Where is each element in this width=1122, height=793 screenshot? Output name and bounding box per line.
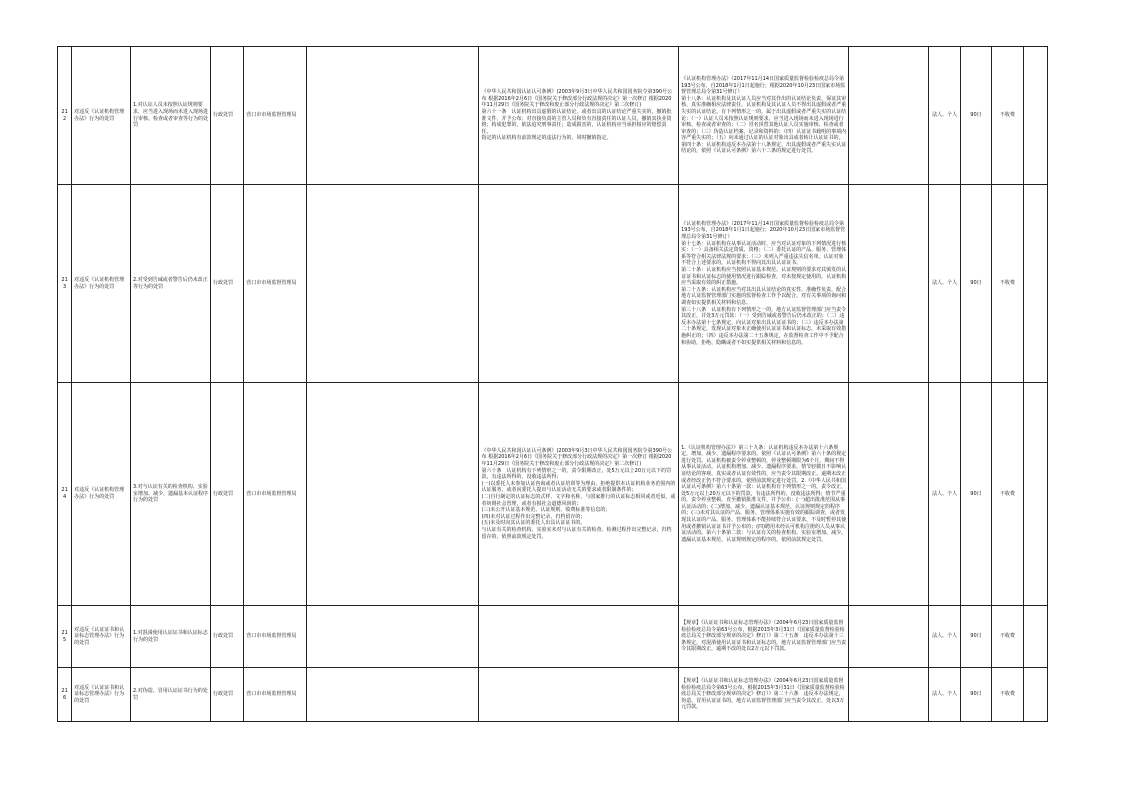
legal-basis-2: [679, 668, 849, 722]
applicable-scope-text: 法人、个人: [932, 633, 958, 640]
deadline-text: 90日: [970, 633, 982, 640]
department-text: 营口市市场监督管理局: [246, 633, 297, 640]
row-number: [58, 606, 72, 668]
sub-item-name-text: 1.对认证人员未按照认证规则要求，应当进入现场而未进入现场进行审核、检查或者审查等行为的处罚: [132, 102, 208, 129]
legal-basis-1-text: 《中华人民共和国认证认可条例》(2003年9月3日中华人民共和国国务院令第390号公布 根据2016年2月6日《国务院关于修改部分行政法规的决定》第一次修订 根据2020年11月29日《国务院关于修改和废止部分行政法规的决定》第二次修订) 第六十条 认证机构有下列情形之一的，责令限期改正，处5万元以上20万元以下的罚款，有违法所得的，没收违法所得； (一)以委托人未参加认证咨询或者认证培训等为理由，拒绝提供本认证机构业务范围内的认证服务，或者向委托人提出与认证活动无关的要求或者限制条件的； (二)自行制定的认证标志的式样、文字和名称，与国家推行的认证标志相同或者近似，或者妨碍社会管理，或者有损社会道德风尚的； (三)未公开认证基本规范、认证规则、收费标准等信息的； (四)未对认证过程作出完整记录，归档留存的； (五)未及时向其认证的委托人出具认证证书的。 与认证有关的检查机构、实验室未对与认证有关的检查、检测过程作出完整记录，归档留存的，依照前款规定处罚。: [481, 447, 676, 540]
legal-basis-1: [479, 606, 679, 668]
empty-cell: [1023, 668, 1047, 722]
legal-basis-2-text: 《认证机构管理办法》（2017年11月14日国家质量监督检验检疫总局令第193号公布，自2018年1月1日起施行；2020年10月23日国家市场监督管理总局令第31号修订） 第十七条：认证机构在从事认证活动时，应当对认证对象的下列情况进行核实：（一）具备相关法定资质、资格；（二）委托认证的产品、服务、管理体系等符合相关法律法规的要求；（三）未列入严重违法失信名单。认证对象不符合上述要求的，认证机构不得向其出具认证证书。 第二十条：认证机构应当按照认证基本规范、认证规则的要求对其颁发的认证证书和认证标志的使用情况进行跟踪检查，对未按规定使用的，认证机构应当采取有效的纠正措施。 第二十五条：认证机构应当对其出具认证结论的真实性、准确性负责，配合地方认证监督管理部门实施的监督检查工作予以配合，对有关事项的询问和调查如实提供相关材料和信息。 第三十八条 认证机构有下列情形之一的，地方认证监督管理部门应当责令其改正，并处3万元罚款：（一）受到告诫或者警告后仍未改正的；（二）违反本办法第十七条规定，向认证对象出具认证证书的；（三）违反本办法第二十条规定，发现认证对象未正确使用认证证书和认证标志，未采取有效措施纠正的；（四）违反本办法第二十五条规定，在监督检查工作中不予配合和协助，拒绝、隐瞒或者不如实提供相关材料和信息的。: [681, 220, 847, 346]
item-type-text: 行政处罚: [212, 490, 233, 497]
item-type-text: 行政处罚: [212, 691, 233, 698]
legal-basis-1: [479, 383, 679, 606]
fee: [992, 383, 1023, 606]
item-type-text: 行政处罚: [212, 112, 233, 119]
row-number: [58, 47, 72, 185]
deadline: [960, 185, 991, 383]
deadline-text: 90日: [970, 691, 982, 698]
department-text: 营口市市场监督管理局: [246, 280, 297, 287]
department: [244, 606, 307, 668]
applicable-scope: [929, 668, 960, 722]
deadline-text: 90日: [970, 490, 982, 497]
row-number: [58, 383, 72, 606]
applicable-scope: [929, 606, 960, 668]
department: [244, 185, 307, 383]
sub-item-name-text: 3.对与认证有关的检查机构、实验室增加、减少、遗漏基本认证程序行为的处罚: [132, 484, 208, 504]
row-number: [58, 185, 72, 383]
item-name: [72, 47, 131, 185]
applicable-scope: [929, 383, 960, 606]
empty-cell: [849, 383, 929, 606]
fee: [992, 668, 1023, 722]
department-text: 营口市市场监督管理局: [246, 490, 297, 497]
legal-basis-2-text: 【规章】《认证证书和认证标志管理办法》（2004年6月23日国家质量监督检验检疫总局令第63号公布，根据2015年3月31日《国家质量监督检验检疫总局关于修改部分规章的决定》修订）》第二十五条 违反本办法第十三条规定，对混淆使用认证证书和认证标志的，地方认证监督管理部门应当责令其限期改正，逾期不改的处以2万元以下罚款。: [681, 620, 847, 653]
deadline: [960, 383, 991, 606]
item-name-text: 对违反《认证机构管理办法》行为的处罚: [74, 108, 125, 122]
item-type-text: 行政处罚: [212, 633, 233, 640]
department: [244, 383, 307, 606]
legal-basis-2: [679, 185, 849, 383]
empty-cell: [307, 47, 479, 185]
empty-cell: [307, 606, 479, 668]
row-number-text: 212: [61, 108, 68, 122]
row-number-text: 215: [61, 629, 68, 643]
table-row: [58, 383, 1048, 606]
department: [244, 47, 307, 185]
applicable-scope: [929, 185, 960, 383]
sub-item-name: [130, 668, 210, 722]
department-text: 营口市市场监督管理局: [246, 691, 297, 698]
item-type: [210, 185, 243, 383]
legal-basis-1: [479, 47, 679, 185]
legal-basis-2: [679, 383, 849, 606]
legal-basis-1: [479, 668, 679, 722]
row-number-text: 216: [61, 687, 68, 701]
item-name-text: 对违反《认证机构管理办法》行为的处罚: [74, 276, 125, 290]
fee-text: 不收费: [999, 691, 1015, 698]
item-name: [72, 606, 131, 668]
sub-item-name: [130, 47, 210, 185]
table-row: [58, 668, 1048, 722]
empty-cell: [307, 668, 479, 722]
empty-cell: [1023, 185, 1047, 383]
item-type: [210, 606, 243, 668]
empty-cell: [1023, 606, 1047, 668]
empty-cell: [1023, 383, 1047, 606]
item-name-text: 对违反《认证证书和认证标志管理办法》行为的处罚: [74, 684, 125, 704]
empty-cell: [849, 185, 929, 383]
sub-item-name-text: 1.对混淆使用认证证书和认证标志行为的处罚: [132, 629, 208, 643]
item-type: [210, 47, 243, 185]
item-type-text: 行政处罚: [212, 280, 233, 287]
sub-item-name-text: 2.对受到告诫或者警告后仍未改正等行为的处罚: [132, 276, 208, 290]
empty-cell: [307, 185, 479, 383]
item-type: [210, 668, 243, 722]
legal-basis-2: [679, 47, 849, 185]
row-number-text: 214: [61, 487, 68, 500]
row-number: [58, 668, 72, 722]
deadline: [960, 47, 991, 185]
fee: [992, 185, 1023, 383]
applicable-scope-text: 法人、个人: [932, 112, 958, 119]
deadline: [960, 668, 991, 722]
item-name: [72, 383, 131, 606]
empty-cell: [307, 383, 479, 606]
sub-item-name: [130, 606, 210, 668]
applicable-scope-text: 法人、个人: [932, 490, 958, 497]
table-row: [58, 47, 1048, 185]
legal-basis-2: [679, 606, 849, 668]
deadline-text: 90日: [970, 112, 982, 119]
legal-basis-2-text: 《认证机构管理办法》（2017年11月14日国家质量监督检验检疫总局令第193号公布，自2018年1月1日起施行；根据2020年10月23日国家市场监督管理总局令第31号修订） 第十八条：认证机构及其认证人员应当对其作出的认证结论负责，保证其审核、真实准确相应法律责任。认证机构及其认证人员不得出具虚假或者严重失实的认证结论。有下列情形之一的，属于出具虚假或者严重失实的认证结论：（一）认证人员未按照认证规则要求，应当进入现场而未进入现场进行审核、检查或者审查的；（二）冒名顶替其他认证人员实施审核、检查或者审查的；（三）伪造认证档案、记录和资料的；（四）认证证书载明的事项内容严重失实的；（五）向未通过认证的认证对象出具或者转让认证证书的。 第四十条：认证机构违反本办法第十八条规定，出具虚假或者严重失实认证结论的，依照《认证认可条例》第六十二条的规定进行处罚。: [681, 75, 847, 155]
fee-text: 不收费: [999, 633, 1015, 640]
item-name-text: 对违反《认证机构管理办法》行为的处罚: [74, 487, 125, 500]
deadline-text: 90日: [970, 280, 982, 287]
fee: [992, 606, 1023, 668]
empty-cell: [849, 606, 929, 668]
item-name-text: 对违反《认证证书和认证标志管理办法》行为的处罚: [74, 626, 125, 646]
table-row: [58, 185, 1048, 383]
department: [244, 668, 307, 722]
item-type: [210, 383, 243, 606]
fee: [992, 47, 1023, 185]
legal-basis-1: [479, 185, 679, 383]
department-text: 营口市市场监督管理局: [246, 112, 297, 119]
fee-text: 不收费: [999, 280, 1015, 287]
row-number-text: 213: [61, 276, 68, 290]
sub-item-name-text: 2.对伪造、冒用认证证书行为的处罚: [132, 687, 208, 701]
applicable-scope: [929, 47, 960, 185]
sub-item-name: [130, 185, 210, 383]
empty-cell: [849, 668, 929, 722]
table-row: [58, 606, 1048, 668]
fee-text: 不收费: [999, 112, 1015, 119]
applicable-scope-text: 法人、个人: [932, 280, 958, 287]
applicable-scope-text: 法人、个人: [932, 691, 958, 698]
fee-text: 不收费: [999, 490, 1015, 497]
empty-cell: [1023, 47, 1047, 185]
item-name: [72, 185, 131, 383]
deadline: [960, 606, 991, 668]
legal-basis-2-text: 1.《认证机构管理办法》》第三十九条：认证机构违反本办法第十六条规定，增加、减少、遗漏程序要求的，依照《认证认可条例》第六十条的规定进行处罚。认证机构被责令停业整顿的，停业整顿期限为6个月，期间不得从事认证活动。认证机构增加、减少、遗漏程序要求，情节轻微且不影响认证结论的客观、真实或者认证有效性的，应当责令其限期改正。逾期未改正或者经改正仍不符合要求的，依照前款规定进行处罚。2.《中华人民共和国认证认可条例》第六十条第一款：认证机构有下列情形之一的，责令改正，处5万元以上20万元以下的罚款，有违法所得的，没收违法所得；情节严重的，责令停业整顿，直至撤销批准文件，并予公布：(一)超出批准范围从事认证活动的；(二)增加、减少、遗漏认证基本规范、认证规则规定的程序的；(三)未对其认证的产品、服务、管理体系实施有效的跟踪调查，或者发现其认证的产品、服务、管理体系不能持续符合认证要求，不及时暂停其使用或者撤销认证证书并予公布的；(四)聘用未经认可机构注册的人员从事认证活动的。第六十条第二款：与认证有关的检查机构、实验室增加、减少、遗漏认证基本规范、认证规则规定的程序的，依照前款规定处罚。: [681, 444, 847, 543]
legal-basis-2-text: 【规章】《认证证书和认证标志管理办法》（2004年6月23日国家质量监督检验检疫总局令第63号公布，根据2015年3月31日《国家质量监督检验检疫总局关于修改部分规章的决定》修订）》第二十六条 违反本办法规定，伪造、冒用认证证书的，地方认证监督管理部门应当责令其改正，处以3万元罚款。: [681, 678, 845, 711]
empty-cell: [849, 47, 929, 185]
item-name: [72, 668, 131, 722]
items-table: [57, 46, 1048, 722]
legal-basis-1-text: 《中华人民共和国认证认可条例》(2003年9月3日中华人民共和国国务院令第390号公布 根据2016年2月6日《国务院关于修改部分行政法规的决定》第一次修订 根据2020年11月29日《国务院关于修改和废止部分行政法规的决定》第二次修订) 第六十一条 认证机构出具虚假的认证结论，或者出具的认证结论严重失实的，撤销批准文件，并予公布；对直接负责的主管人员和负有直接责任的认证人员，撤销其执业资格；构成犯罪的，依法追究刑事责任；造成损害的，认证机构应当承担相应的赔偿责任。 指定的认证机构有前款规定的违法行为的，同时撤销指定。: [481, 89, 673, 142]
sub-item-name: [130, 383, 210, 606]
